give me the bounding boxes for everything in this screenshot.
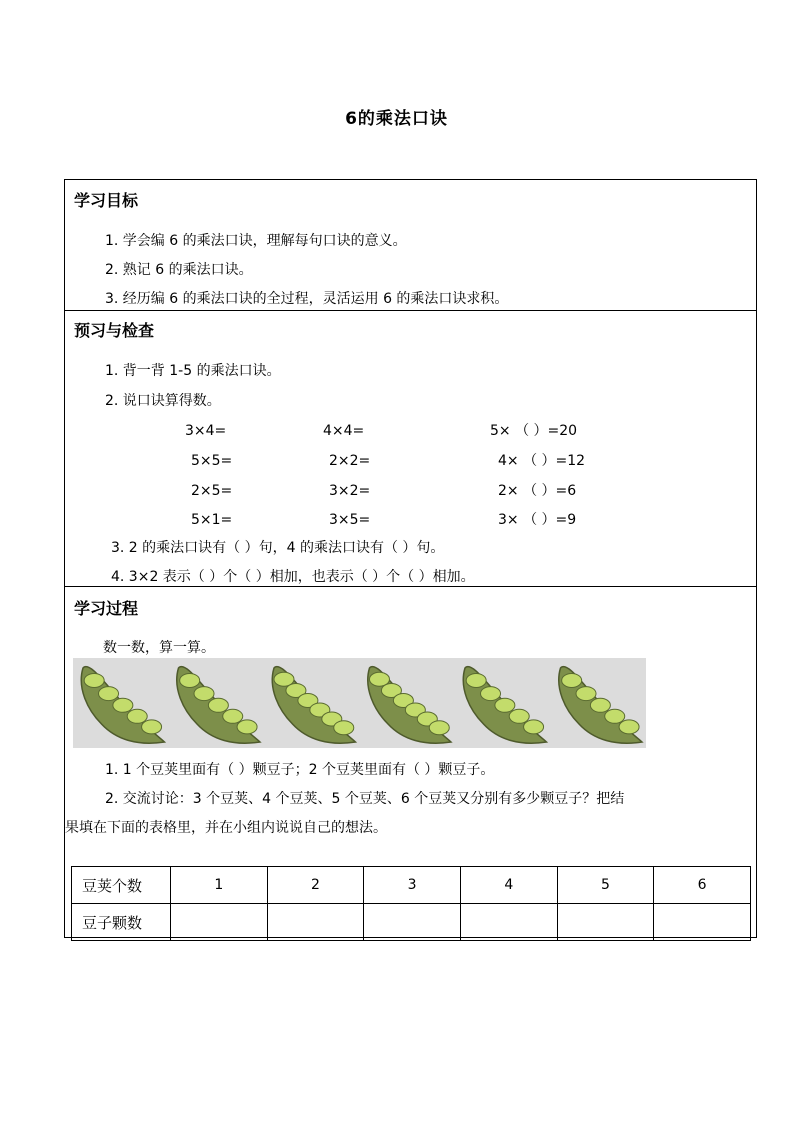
bean	[590, 698, 610, 712]
page-title: 6的乘法口诀	[345, 109, 448, 129]
bean-count-input-cell[interactable]	[557, 904, 654, 941]
bean	[524, 720, 544, 734]
equation: 4×4=	[323, 423, 365, 439]
preview-item: 4. 3×2 表示（ ）个（ ）相加，也表示（ ）个（ ）相加。	[111, 569, 475, 585]
goal-item: 3. 经历编 6 的乘法口诀的全过程，灵活运用 6 的乘法口诀求积。	[105, 291, 509, 307]
equation-blank: 5× （ ）=20	[490, 423, 578, 439]
bean	[113, 698, 133, 712]
bean	[619, 720, 639, 734]
row-label: 豆子颗数	[72, 904, 171, 941]
preview-item: 3. 2 的乘法口诀有（ ）句，4 的乘法口诀有（ ）句。	[111, 540, 445, 556]
bean	[466, 673, 486, 687]
preview-item: 2. 说口诀算得数。	[105, 393, 221, 409]
bean	[481, 687, 501, 701]
pod-count-cell: 3	[364, 867, 461, 904]
bean	[84, 673, 104, 687]
question-item: 果填在下面的表格里，并在小组内说说自己的想法。	[65, 820, 387, 836]
bean	[180, 673, 200, 687]
bean	[208, 698, 228, 712]
equation: 2×5=	[191, 483, 233, 499]
bean	[576, 687, 596, 701]
worksheet-frame	[64, 179, 757, 938]
bean	[605, 709, 625, 723]
bean	[237, 720, 257, 734]
bean	[127, 709, 147, 723]
bean-pod	[559, 667, 642, 744]
preview-heading: 预习与检查	[74, 321, 155, 340]
pod-count-cell: 1	[171, 867, 268, 904]
equation: 3×2=	[329, 483, 371, 499]
equation-blank: 2× （ ）=6	[498, 483, 577, 499]
bean-count-input-cell[interactable]	[267, 904, 364, 941]
process-heading: 学习过程	[74, 599, 139, 618]
bean-pods-illustration	[73, 658, 646, 748]
bean	[99, 687, 119, 701]
bean-pod	[463, 667, 546, 744]
equation: 5×1=	[191, 512, 233, 528]
pod-count-cell: 6	[654, 867, 751, 904]
bean-pod	[272, 667, 355, 744]
bean-count-input-cell[interactable]	[460, 904, 557, 941]
equation-blank: 4× （ ）=12	[498, 453, 586, 469]
bean	[562, 673, 582, 687]
section-divider	[65, 310, 756, 311]
equation: 2×2=	[329, 453, 371, 469]
equation-blank: 3× （ ）=9	[498, 512, 577, 528]
equation: 3×4=	[185, 423, 227, 439]
section-divider	[65, 586, 756, 587]
bean	[223, 709, 243, 723]
goal-item: 2. 熟记 6 的乘法口诀。	[105, 262, 253, 278]
bean	[194, 687, 214, 701]
table-row	[72, 904, 751, 941]
bean-count-input-cell[interactable]	[171, 904, 268, 941]
bean-pods-image	[73, 658, 646, 748]
bean	[334, 721, 354, 735]
bean	[509, 709, 529, 723]
pod-count-cell: 2	[267, 867, 364, 904]
bean-pod	[81, 667, 164, 744]
question-item: 2. 交流讨论：3 个豆荚、4 个豆荚、5 个豆荚、6 个豆荚又分别有多少颗豆子？把结	[105, 791, 625, 807]
process-intro: 数一数，算一算。	[103, 640, 215, 656]
pod-count-cell: 5	[557, 867, 654, 904]
bean	[429, 721, 449, 735]
equation: 5×5=	[191, 453, 233, 469]
count-table	[71, 866, 751, 941]
bean-pod	[177, 667, 260, 744]
row-label: 豆荚个数	[72, 867, 171, 904]
goal-item: 1. 学会编 6 的乘法口诀，理解每句口诀的意义。	[105, 233, 407, 249]
bean-pod	[368, 667, 451, 744]
bean	[142, 720, 162, 734]
pod-count-cell: 4	[460, 867, 557, 904]
table-row	[72, 867, 751, 904]
question-item: 1. 1 个豆荚里面有（ ）颗豆子；2 个豆荚里面有（ ）颗豆子。	[105, 762, 495, 778]
preview-item: 1. 背一背 1-5 的乘法口诀。	[105, 363, 281, 379]
bean-count-input-cell[interactable]	[654, 904, 751, 941]
bean	[495, 698, 515, 712]
bean-count-input-cell[interactable]	[364, 904, 461, 941]
equation: 3×5=	[329, 512, 371, 528]
goals-heading: 学习目标	[74, 191, 139, 210]
